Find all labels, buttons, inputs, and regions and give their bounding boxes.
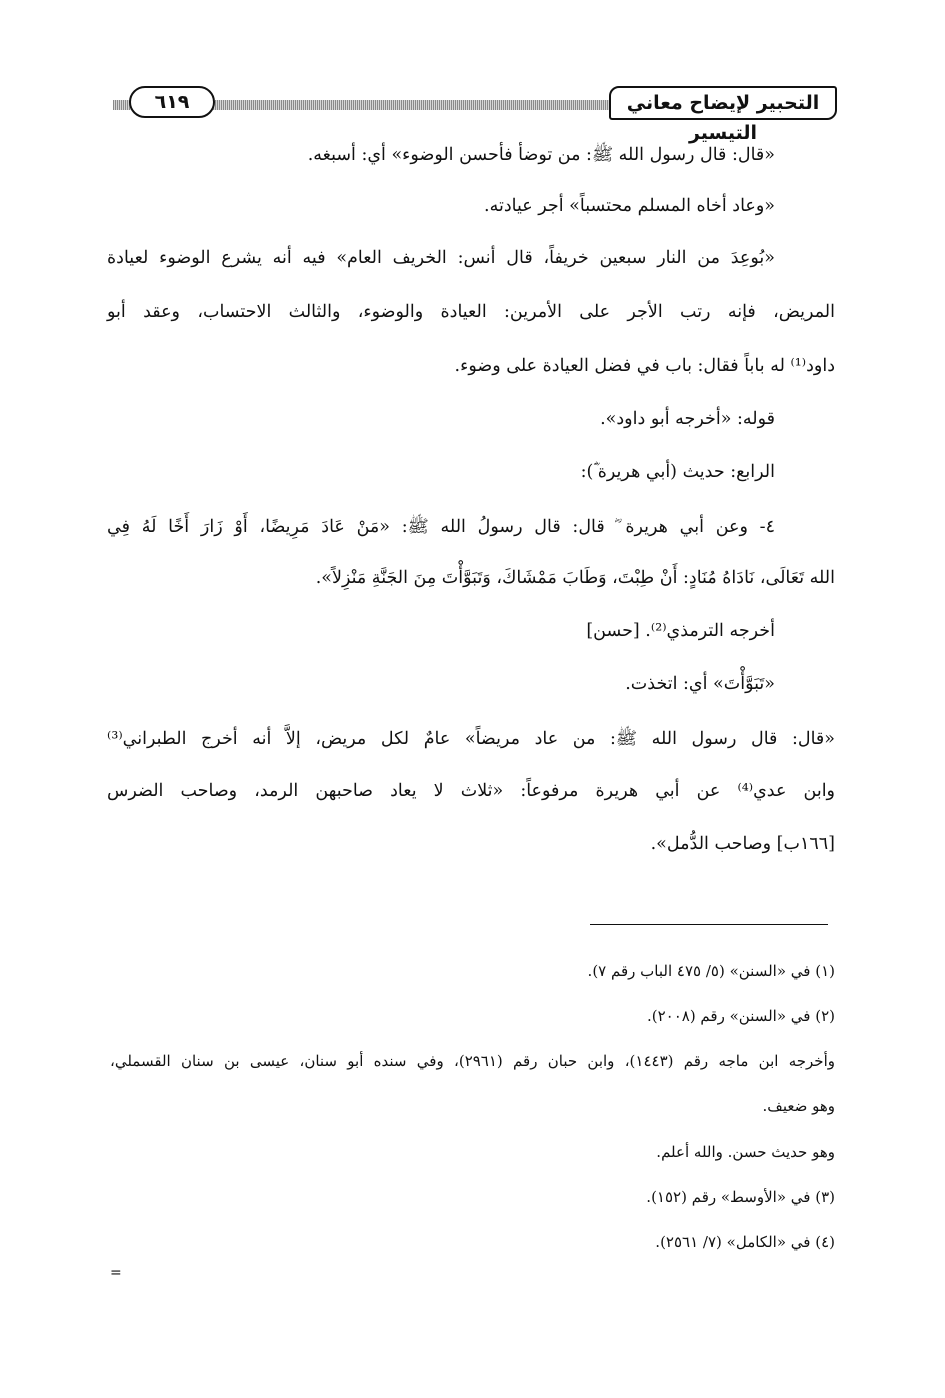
page-bottom-mark: = bbox=[110, 1265, 122, 1281]
footnote: (٢) في «السنن» رقم (٢٠٠٨). bbox=[646, 1007, 835, 1025]
text-line: «بُوعِدَ من النار سبعين خريفاً، قال أنس: الخريف العام» فيه أنه يشرع الوضوء لعيادة bbox=[107, 248, 775, 268]
running-header bbox=[113, 86, 837, 144]
text-line: قوله: «أخرجه أبو داود». bbox=[600, 409, 775, 429]
section-heading: الرابع: حديث (أبي هريرة ؓ): bbox=[580, 462, 775, 482]
text-line: المريض، فإنه رتب الأجر على الأمرين: العيادة والوضوء، والثالث الاحتساب، وعقد أبو bbox=[107, 302, 836, 322]
page-number: ٦١٩ bbox=[129, 86, 215, 118]
hadith-line: ٤- وعن أبي هريرة ؓ قال: قال رسولُ الله ﷺ: «مَنْ عَادَ مَرِيضًا، أَوْ زَارَ أَخًا لَهُ فِي bbox=[107, 517, 775, 537]
text-line: [١٦٦ب] وصاحب الدُّمل». bbox=[650, 834, 835, 854]
hadith-line: الله تَعَالَى، نَادَاهُ مُنَادٍ: أَنْ طِبْتَ، وَطَابَ مَمْشَاكَ، وَتَبَوَّأْتَ مِنَ الجَنَّةِ مَنْزِلاً». bbox=[315, 568, 835, 588]
footnote: (٣) في «الأوسط» رقم (١٥٢). bbox=[646, 1188, 835, 1206]
footnote-separator bbox=[590, 924, 828, 925]
footnote: (١) في «السنن» (٥/ ٤٧٥ الباب رقم ٧). bbox=[587, 962, 835, 980]
text-line: «وعاد أخاه المسلم محتسباً» أجر عيادته. bbox=[484, 196, 775, 216]
footnote: وهو ضعيف. bbox=[762, 1097, 835, 1115]
text-line: «قال: قال رسول الله ﷺ: من توضأ فأحسن الوضوء» أي: أسبغه. bbox=[307, 145, 775, 165]
footnote: وهو حديث حسن. والله أعلم. bbox=[656, 1143, 835, 1161]
running-title: التحبير لإيضاح معاني التيسير bbox=[609, 86, 837, 120]
text-line: «قال: قال رسول الله ﷺ: من عاد مريضاً» عامٌ لكل مريض، إلاَّ أنه أخرج الطبراني⁽³⁾ bbox=[107, 729, 835, 749]
footnote: وأخرجه ابن ماجه رقم (١٤٤٣)، وابن حبان رقم (٢٩٦١)، وفي سنده أبو سنان، عيسى بن سنان القسملي، bbox=[110, 1052, 835, 1070]
text-line: داود⁽¹⁾ له باباً فقال: باب في فضل العيادة على وضوء. bbox=[454, 356, 835, 376]
text-line: «تَبَوَّأْتَ» أي: اتخذت. bbox=[625, 674, 775, 694]
text-line: وابن عدي⁽⁴⁾ عن أبي هريرة مرفوعاً: «ثلاث لا يعاد صاحبهن الرمد، وصاحب الضرس bbox=[107, 781, 836, 801]
footnote: (٤) في «الكامل» (٧/ ٢٥٦١). bbox=[655, 1233, 835, 1251]
takhrij-line: أخرجه الترمذي⁽²⁾. [حسن] bbox=[586, 621, 775, 641]
